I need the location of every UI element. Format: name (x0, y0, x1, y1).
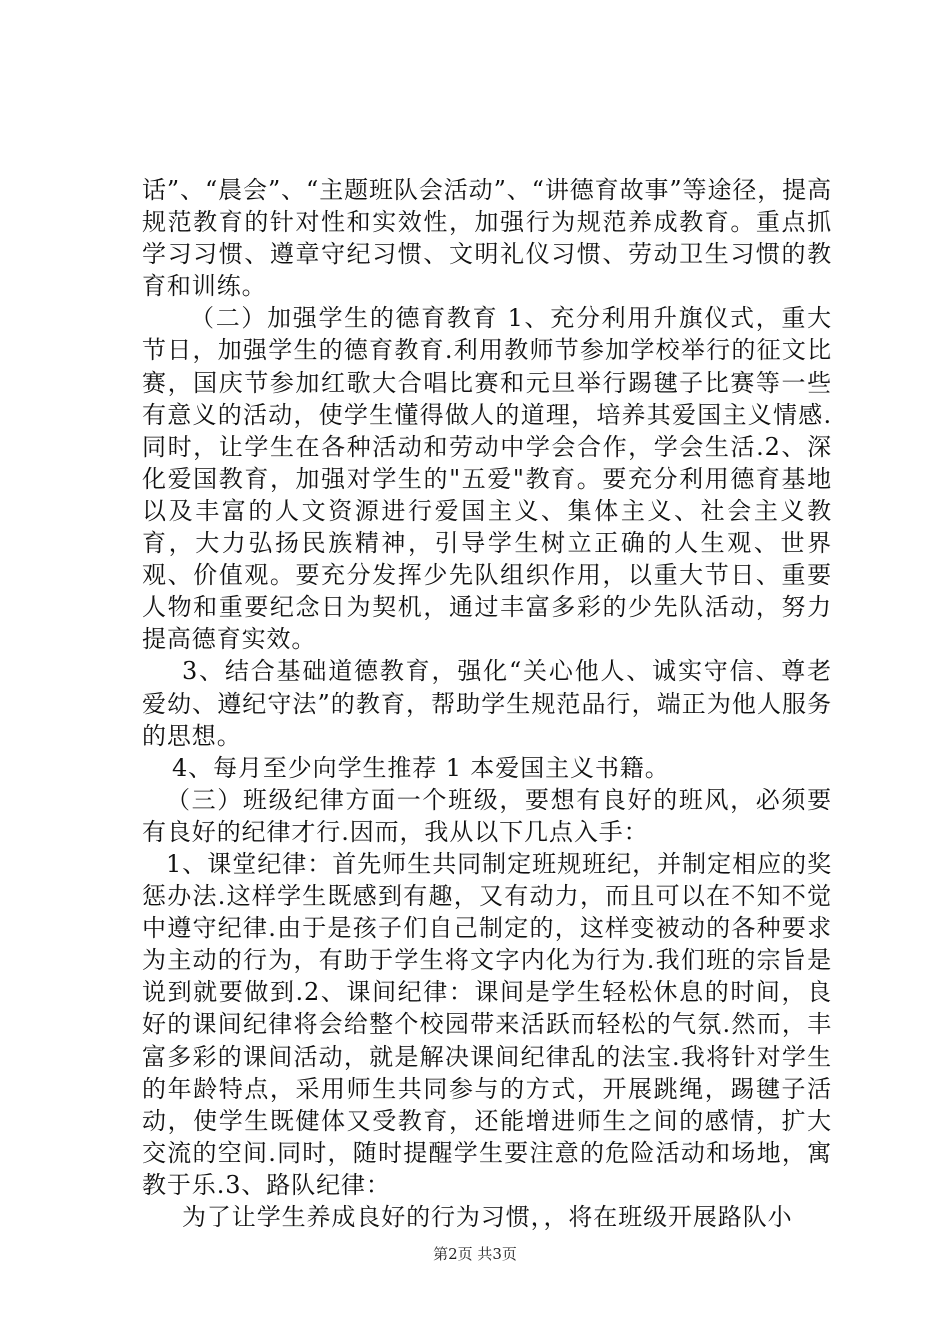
paragraph-classroom-discipline: 1、课堂纪律：首先师生共同制定班规班纪，并制定相应的奖惩办法.这样学生既感到有趣，又有动力，而且可以在不知不觉中遵守纪律.由于是孩子们自己制定的，这样变被动的各种要求为主动的行为，有助于学生将文字内化为行为.我们班的宗旨是说到就要做到.2、课间纪律：课间是学生轻松休息的时间，良好的课间纪律将会给整个校园带来活跃而轻松的气氛.然而，丰富多彩的课间活动，就是解决课间纪律乱的法宝.我将针对学生的年龄特点，采用师生共同参与的方式，开展跳绳，踢毽子活动，使学生既健体又受教育，还能增进师生之间的感情，扩大交流的空间.同时，随时提醒学生要注意的危险活动和场地，寓教于乐.3、路队纪律： (142, 849, 832, 1199)
paragraph-route-team: 为了让学生养成良好的行为习惯，，将在班级开展路队小 (182, 1203, 793, 1231)
paragraph-recommend-books: 4、每月至少向学生推荐 1 本爱国主义书籍。 (172, 753, 670, 782)
paragraph-behavior-norms: 话”、“晨会”、“主题班队会活动”、“讲德育故事”等途径，提高规范教育的针对性和实效性，加强行为规范养成教育。重点抓学习习惯、遵章守纪习惯、文明礼仪习惯、劳动卫生习惯的教育和训练。 (142, 176, 832, 301)
page-footer: 第2页 共3页 (433, 1245, 517, 1263)
paragraph-class-discipline: （三）班级纪律方面一个班级，要想有良好的班风，必须要有良好的纪律才行.因而，我从以下几点入手： (142, 785, 832, 846)
paragraph-basic-morality: 3、结合基础道德教育，强化“关心他人、诚实守信、尊老爱幼、遵纪守法”的教育，帮助学生规范品行，端正为他人服务的思想。 (142, 657, 832, 750)
document-body (142, 174, 832, 1233)
paragraph-moral-education: （二）加强学生的德育教育 1、充分利用升旗仪式，重大节日，加强学生的德育教育.利用教师节参加学校举行的征文比赛，国庆节参加红歌大合唱比赛和元旦举行踢毽子比赛等一些有意义的活动，使学生懂得做人的道理，培养其爱国主义情感.同时，让学生在各种活动和劳动中学会合作，学会生活.2、深化爱国教育，加强对学生的"五爱"教育。要充分利用德育基地以及丰富的人文资源进行爱国主义、集体主义、社会主义教育，大力弘扬民族精神，引导学生树立正确的人生观、世界观、价值观。要充分发挥少先队组织作用，以重大节日、重要人物和重要纪念日为契机，通过丰富多彩的少先队活动，努力提高德育实效。 (142, 304, 832, 654)
